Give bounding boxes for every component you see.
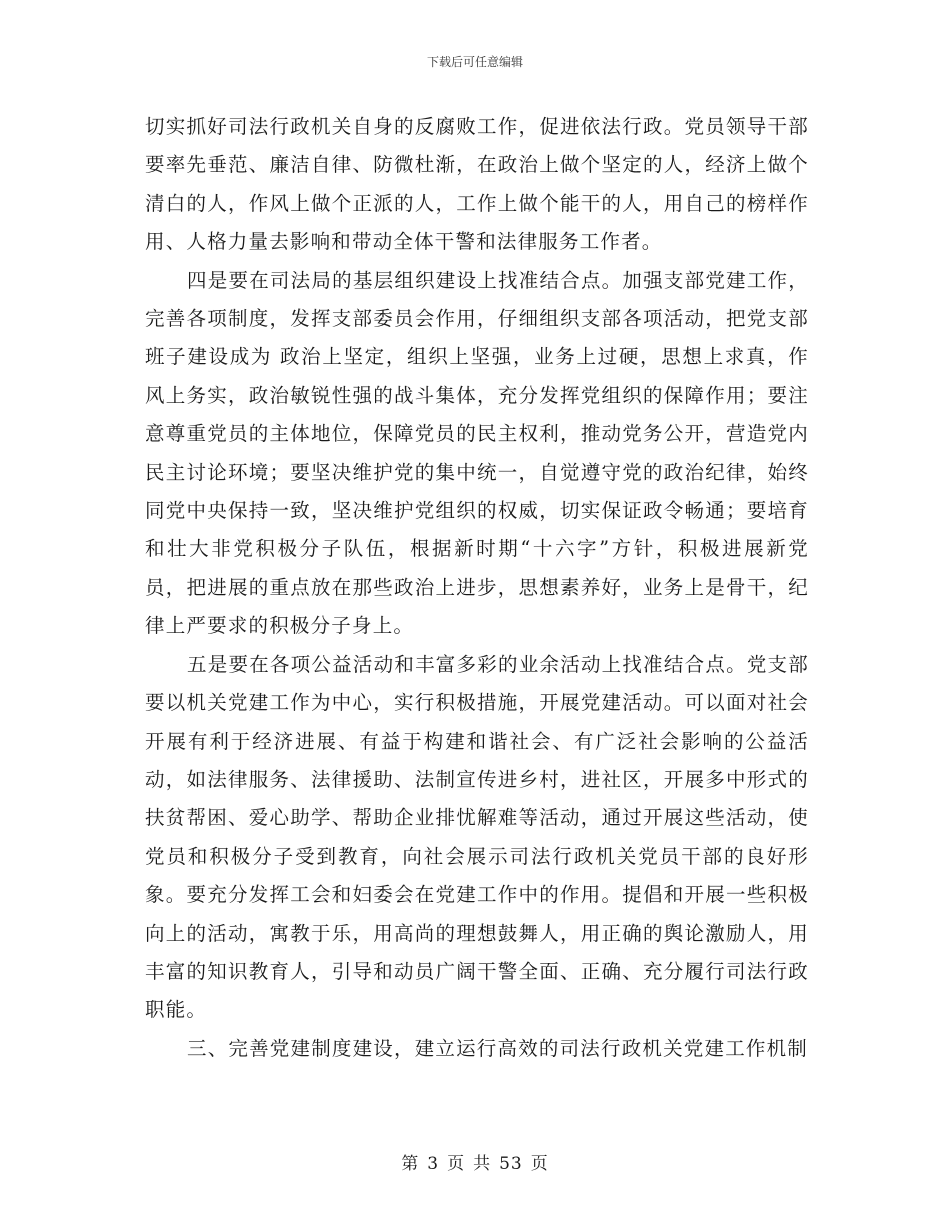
page-footer (0, 1153, 950, 1175)
section-heading: 三、完善党建制度建设，建立运行高效的司法行政机关党建工作机制 (187, 1036, 809, 1060)
footer-page-word: 页 (447, 1154, 466, 1174)
total-pages: 53 (499, 1154, 523, 1174)
header-note: 下载后可任意编辑 (426, 55, 523, 69)
paragraph-3: 五是要在各项公益活动和丰富多彩的业余活动上找准结合点。党支部要以机关党建工作为中心，实行积极措施，开展党建活动。可以面对社会开展有利于经济进展、有益于构建和谐社会、有广泛社会影响的公益活动，如法律服务、法律援助、法制宣传进乡村，进社区，开展多中形式的扶贫帮困、爱心助学、帮助企业排忧解难等活动，通过开展这些活动，使党员和积极分子受到教育，向社会展示司法行政机关党员干部的良好形象。要充分发挥工会和妇委会在党建工作中的作用。提倡和开展一些积极向上的活动，寓教于乐，用高尚的理想鼓舞人，用正确的舆论激励人，用丰富的知识教育人，引导和动员广阔干警全面、正确、充分履行司法行政职能。 (145, 652, 809, 1022)
body-text (145, 108, 809, 1068)
paragraph-2: 四是要在司法局的基层组织建设上找准结合点。加强支部党建工作，完善各项制度，发挥支部委员会作用，仔细组织支部各项活动，把党支部班子建设成为 政治上坚定，组织上坚强，业务上过硬，思想上求真，作风上务实，政治敏锐性强的战斗集体，充分发挥党组织的保障作用；要注意尊重党员的主体地位，保障党员的民主权利，推动党务公开，营造党内民主讨论环境；要坚决维护党的集中统一，自觉遵守党的政治纪律，始终同党中央保持一致，坚决维护党组织的权威，切实保证政令畅通；要培育和壮大非党积极分子队伍，根据新时期“十六字”方针，积极进展新党员，把进展的重点放在那些政治上进步，思想素养好，业务上是骨干，纪律上严要求的积极分子身上。 (145, 268, 809, 638)
footer-total-label: 共 (473, 1154, 492, 1174)
footer-prefix: 第 (401, 1154, 420, 1174)
paragraph-1: 切实抓好司法行政机关自身的反腐败工作，促进依法行政。党员领导干部要率先垂范、廉洁自律、防微杜渐，在政治上做个坚定的人，经济上做个清白的人，作风上做个正派的人，工作上做个能干的人，用自己的榜样作用、人格力量去影响和带动全体干警和法律服务工作者。 (145, 115, 809, 254)
footer-suffix: 页 (530, 1154, 549, 1174)
page-number: 3 (427, 1154, 440, 1174)
